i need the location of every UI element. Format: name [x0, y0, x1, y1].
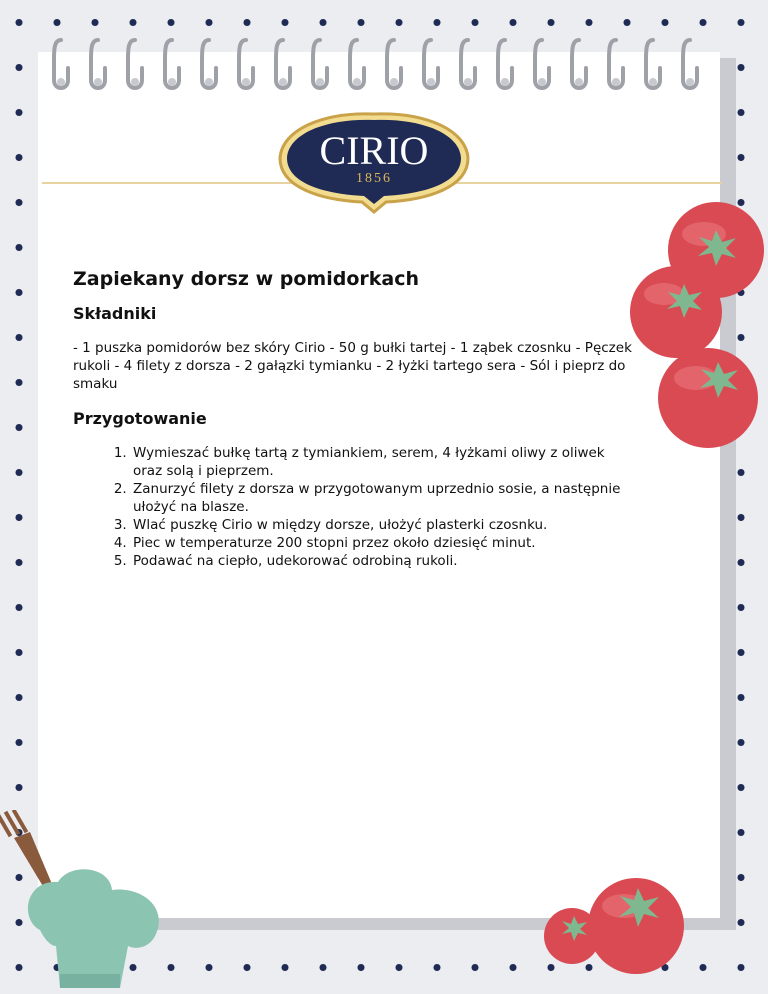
- step-item: 3. Wlać puszkę Cirio w między dorsze, ułożyć plasterki czosnku.: [131, 516, 633, 534]
- notebook-ring-icon: [533, 38, 551, 90]
- notebook-ring-icon: [237, 38, 255, 90]
- step-item: 2. Zanurzyć filety z dorsza w przygotowanym uprzednio sosie, a następnie ułożyć na blasze.: [131, 480, 633, 516]
- kitchen-decoration: [0, 810, 180, 994]
- tomato-icon: [588, 878, 684, 974]
- notebook-ring-icon: [311, 38, 329, 90]
- notebook-ring-icon: [200, 38, 218, 90]
- logo-year: 1856: [356, 171, 392, 186]
- notebook-ring-icon: [163, 38, 181, 90]
- notebook-ring-icon: [681, 38, 699, 90]
- tomato-icon: [544, 908, 600, 964]
- cirio-logo: [276, 110, 472, 214]
- notebook-ring-icon: [274, 38, 292, 90]
- notebook-ring-icon: [644, 38, 662, 90]
- notebook-ring-icon: [348, 38, 366, 90]
- logo-wordmark: CIRIO: [319, 128, 429, 173]
- preparation-steps: [73, 444, 633, 570]
- recipe-content: [73, 260, 633, 570]
- notebook-ring-icon: [459, 38, 477, 90]
- ingredients-text: - 1 puszka pomidorów bez skóry Cirio - 50 g bułki tartej - 1 ząbek czosnku - Pęczek rukoli - 4 filety z dorsza - 2 gałązki tymianku - 2 łyżki tartego sera - Sól i pieprz do smaku: [73, 340, 632, 392]
- step-item: 1. Wymieszać bułkę tartą z tymiankiem, serem, 4 łyżkami oliwy z oliwek oraz solą i pieprzem.: [131, 444, 633, 480]
- step-item: 5. Podawać na ciepło, udekorować odrobiną rukoli.: [131, 552, 633, 570]
- notebook-ring-icon: [52, 38, 70, 90]
- chef-hat-icon: [28, 869, 159, 988]
- spiral-binding: [52, 38, 712, 90]
- tomato-icon: [658, 348, 758, 448]
- fork-icon: [0, 810, 52, 888]
- notebook-ring-icon: [385, 38, 403, 90]
- notebook-ring-icon: [422, 38, 440, 90]
- bottom-tomatoes-decoration: [540, 876, 690, 986]
- step-item: 4. Piec w temperaturze 200 stopni przez około dziesięć minut.: [131, 534, 633, 552]
- tomato-icon: [630, 266, 722, 358]
- ingredients-heading: Składniki: [73, 304, 157, 323]
- recipe-title: Zapiekany dorsz w pomidorkach: [73, 268, 419, 290]
- notebook-ring-icon: [126, 38, 144, 90]
- notebook-ring-icon: [607, 38, 625, 90]
- notebook-ring-icon: [89, 38, 107, 90]
- preparation-heading: Przygotowanie: [73, 409, 207, 428]
- tomatoes-decoration: [626, 198, 768, 448]
- notebook-ring-icon: [496, 38, 514, 90]
- notebook-ring-icon: [570, 38, 588, 90]
